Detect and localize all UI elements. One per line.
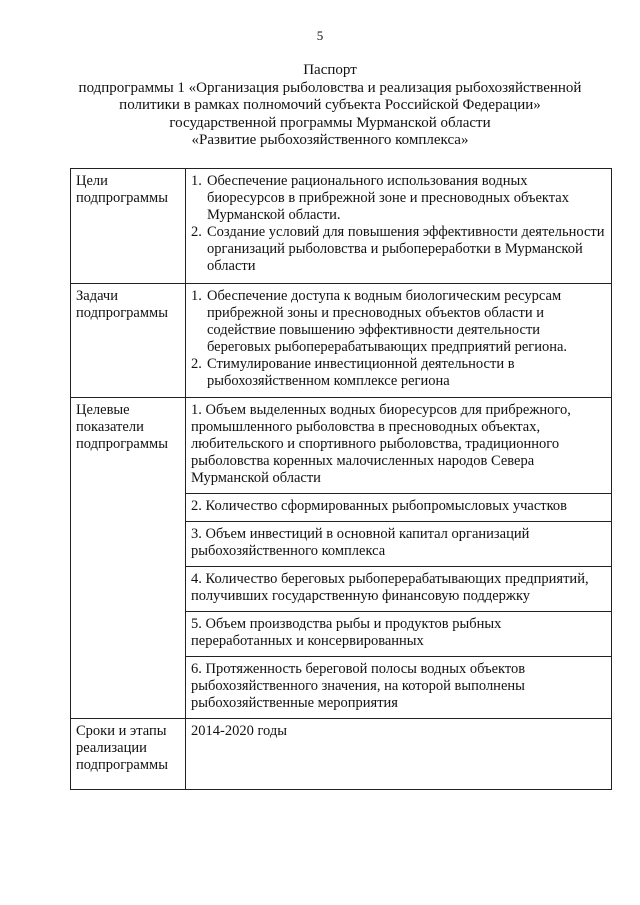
item-text: Обеспечение доступа к водным биологическим ресурсам прибрежной зоны и пресноводных объектов области и содействие повышению эффективности деятельности береговых рыбоперерабатывающих предприятий региона. [207,288,568,355]
dates-value: 2014-2020 годы [186,719,612,790]
list-item [191,173,606,224]
title-line: государственной программы Мурманской области [169,114,491,131]
title-line: Паспорт [303,62,357,78]
indicator-cell: 2. Количество сформированных рыбопромысловых участков [186,494,612,522]
passport-title-block [60,62,600,150]
title-line: подпрограммы 1 «Организация рыболовства и реализация рыбохозяйственной [78,79,582,96]
indicator-cell: 4. Количество береговых рыбоперерабатывающих предприятий, получивших государственную финансовую поддержку [186,567,612,612]
table-row-dates [71,719,612,790]
item-number: 1. [191,288,202,304]
tasks-label: Задачи подпрограммы [71,284,186,398]
table-row-goals [71,169,612,284]
indicator-cell: 6. Протяженность береговой полосы водных объектов рыбохозяйственного значения, на которой выполнены рыбохозяйственные мероприятия [186,657,612,719]
item-text: Обеспечение рационального использования водных биоресурсов в прибрежной зоне и пресноводных объектах Мурманской области. [207,173,569,223]
item-number: 2. [191,356,202,372]
table-row-indicators [71,398,612,494]
indicator-cell: 5. Объем производства рыбы и продуктов рыбных переработанных и консервированных [186,612,612,657]
list-item [191,288,606,356]
page-number: 5 [316,28,324,43]
title-line: политики в рамках полномочий субъекта Российской Федерации» [119,97,541,113]
goals-label: Цели подпрограммы [71,169,186,284]
tasks-list [191,288,606,390]
item-number: 1. [191,173,202,189]
list-item [191,224,606,275]
dates-label: Сроки и этапы реализации подпрограммы [71,719,186,790]
item-text: Создание условий для повышения эффективности деятельности организаций рыболовства и рыбопереработки в Мурманской области [207,224,605,274]
passport-table [70,168,612,790]
list-item [191,356,606,390]
table-row-tasks [71,284,612,398]
goals-list [191,173,606,275]
tasks-content [186,284,612,398]
indicators-label: Целевые показатели подпрограммы [71,398,186,719]
indicator-cell: 1. Объем выделенных водных биоресурсов для прибрежного, промышленного рыболовства в пресноводных объектах, любительского и спортивного рыболовства, традиционного рыболовства коренных малочисленных народов Севера Мурманской области [186,398,612,494]
item-number: 2. [191,224,202,240]
item-text: Стимулирование инвестиционной деятельности в рыбохозяйственном комплексе региона [207,356,515,389]
title-line: «Развитие рыбохозяйственного комплекса» [191,132,469,148]
goals-content [186,169,612,284]
indicator-cell: 3. Объем инвестиций в основной капитал организаций рыбохозяйственного комплекса [186,522,612,567]
